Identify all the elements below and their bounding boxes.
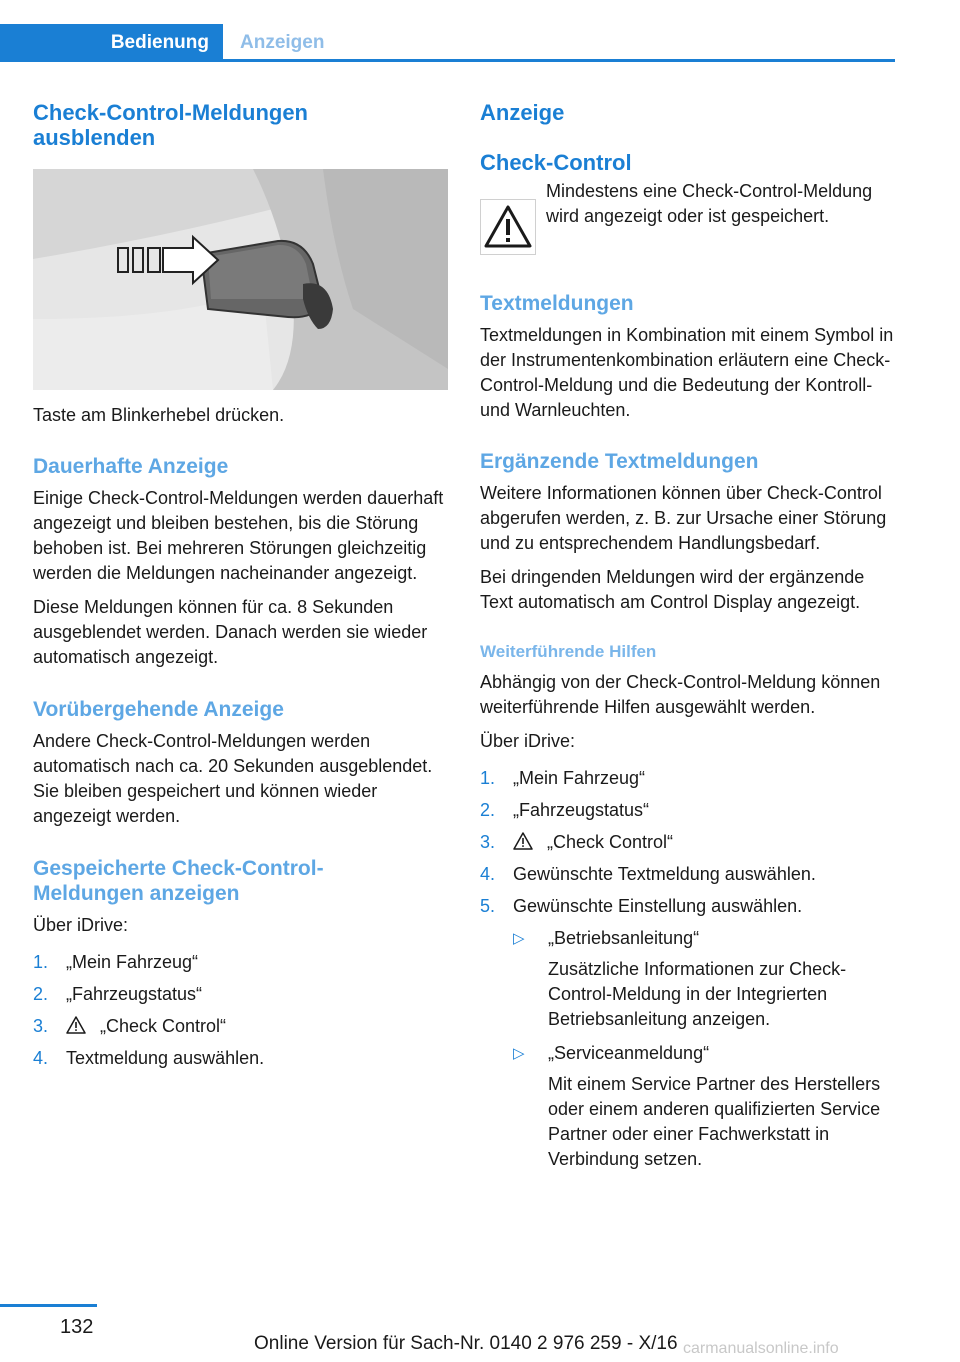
step-number: 1. (33, 952, 49, 972)
list-item (480, 894, 895, 919)
option-description: Mit einem Service Partner des Herstellers oder einem anderen qualifizierten Service Partner oder einer Fachwerkstatt in Verbindung setzen. (548, 1074, 881, 1169)
warning-triangle-icon (513, 832, 533, 850)
section-title-weiterfuehrende-hilfen: Weiterführende Hilfen (480, 642, 657, 661)
section-title-gespeicherte-meldungen: Gespeicherte Check-Control-Meldungen anzeigen (33, 857, 324, 905)
step-text: „Fahrzeugstatus“ (513, 800, 650, 820)
paragraph: Über iDrive: (33, 915, 129, 935)
tab-anzeigen[interactable]: Anzeigen (240, 32, 325, 53)
left-column (33, 100, 448, 1078)
bullet-triangle-icon: ▷ (513, 1045, 525, 1062)
step-text: Gewünschte Einstellung auswählen. (513, 896, 803, 916)
section-title-voruebergehende-anzeige: Vorübergehende Anzeige (33, 698, 284, 721)
step-text: Textmeldung auswählen. (66, 1048, 265, 1068)
warning-triangle-icon (480, 199, 536, 255)
steps-list (33, 950, 448, 1071)
step-text: „Mein Fahrzeug“ (66, 952, 199, 972)
paragraph: Über iDrive: (480, 731, 576, 751)
sub-options-list (513, 926, 895, 1172)
page-number: 132 (60, 1316, 94, 1338)
list-item (33, 982, 448, 1007)
paragraph: Bei dringenden Meldungen wird der ergänzende Text automatisch am Control Display angezeigt. (480, 567, 865, 612)
step-number: 4. (33, 1048, 49, 1068)
list-item (480, 830, 895, 855)
section-title-ausblenden: Check-Control-Meldungen ausblenden (33, 100, 308, 150)
step-number: 3. (33, 1016, 49, 1036)
step-text: „Fahrzeugstatus“ (66, 984, 203, 1004)
option-title: „Serviceanmeldung“ (548, 1043, 710, 1063)
option-description: Zusätzliche Informationen zur Check-Control-Meldung in der Integrierten Betriebsanleitung anzeigen. (548, 959, 847, 1029)
watermark: carmanualsonline.info (683, 1340, 839, 1357)
step-number: 2. (33, 984, 49, 1004)
section-title-ergaenzende-textmeldungen: Ergänzende Textmeldungen (480, 450, 759, 473)
list-item (513, 926, 895, 1032)
step-number: 1. (480, 768, 496, 788)
list-item (480, 798, 895, 823)
turn-signal-lever-photo (33, 169, 448, 390)
warning-triangle-icon (66, 1016, 86, 1034)
bullet-triangle-icon: ▷ (513, 930, 525, 947)
paragraph: Textmeldungen in Kombination mit einem Symbol in der Instrumentenkombination erläutern eine Check-Control-Meldung und die Bedeutung der Kontroll- und Warnleuchten. (480, 325, 894, 420)
right-column (480, 100, 895, 1172)
paragraph: Abhängig von der Check-Control-Meldung können weiterführende Hilfen ausgewählt werden. (480, 672, 881, 717)
check-control-description: Mindestens eine Check-Control-Meldung wird angezeigt oder ist gespeichert. (546, 181, 873, 226)
list-item (33, 1046, 448, 1071)
page-number-rule (0, 1304, 97, 1307)
step-number: 5. (480, 896, 496, 916)
option-title: „Betriebsanleitung“ (548, 928, 700, 948)
tab-bedienung[interactable]: Bedienung (0, 24, 223, 62)
steps-list (480, 766, 895, 919)
chapter-header (0, 24, 895, 62)
header-rule (0, 59, 895, 62)
paragraph: Einige Check-Control-Meldungen werden dauerhaft angezeigt und bleiben bestehen, bis die Störung behoben ist. Bei mehreren Störungen gleichzeitig werden die Meldungen nacheinander angezeigt. (33, 488, 444, 583)
step-text: „Check Control“ (100, 1016, 227, 1036)
step-number: 4. (480, 864, 496, 884)
paragraph: Weitere Informationen können über Check-Control abgerufen werden, z. B. zur Ursache einer Störung und zu entsprechendem Handlungsbedarf. (480, 483, 887, 553)
paragraph: Diese Meldungen können für ca. 8 Sekunden ausgeblendet werden. Danach werden sie wieder automatisch angezeigt. (33, 597, 428, 667)
footer-version-text: Online Version für Sach-Nr. 0140 2 976 259 - X/16 (254, 1333, 678, 1354)
step-number: 3. (480, 832, 496, 852)
list-item (33, 1014, 448, 1039)
step-text: „Mein Fahrzeug“ (513, 768, 646, 788)
section-title-check-control: Check-Control (480, 150, 632, 175)
step-text: „Check Control“ (547, 832, 674, 852)
check-control-symbol-box (480, 179, 895, 255)
section-title-anzeige: Anzeige (480, 100, 565, 125)
step-text: Gewünschte Textmeldung auswählen. (513, 864, 816, 884)
list-item (480, 766, 895, 791)
section-title-textmeldungen: Textmeldungen (480, 292, 634, 315)
list-item (513, 1041, 895, 1172)
photo-caption: Taste am Blinkerhebel drücken. (33, 405, 285, 425)
step-number: 2. (480, 800, 496, 820)
paragraph: Andere Check-Control-Meldungen werden automatisch nach ca. 20 Sekunden ausgeblendet. Sie bleiben gespeichert und können wieder angezeigt werden. (33, 731, 433, 826)
list-item (33, 950, 448, 975)
list-item (480, 862, 895, 887)
section-title-dauerhafte-anzeige: Dauerhafte Anzeige (33, 455, 229, 478)
